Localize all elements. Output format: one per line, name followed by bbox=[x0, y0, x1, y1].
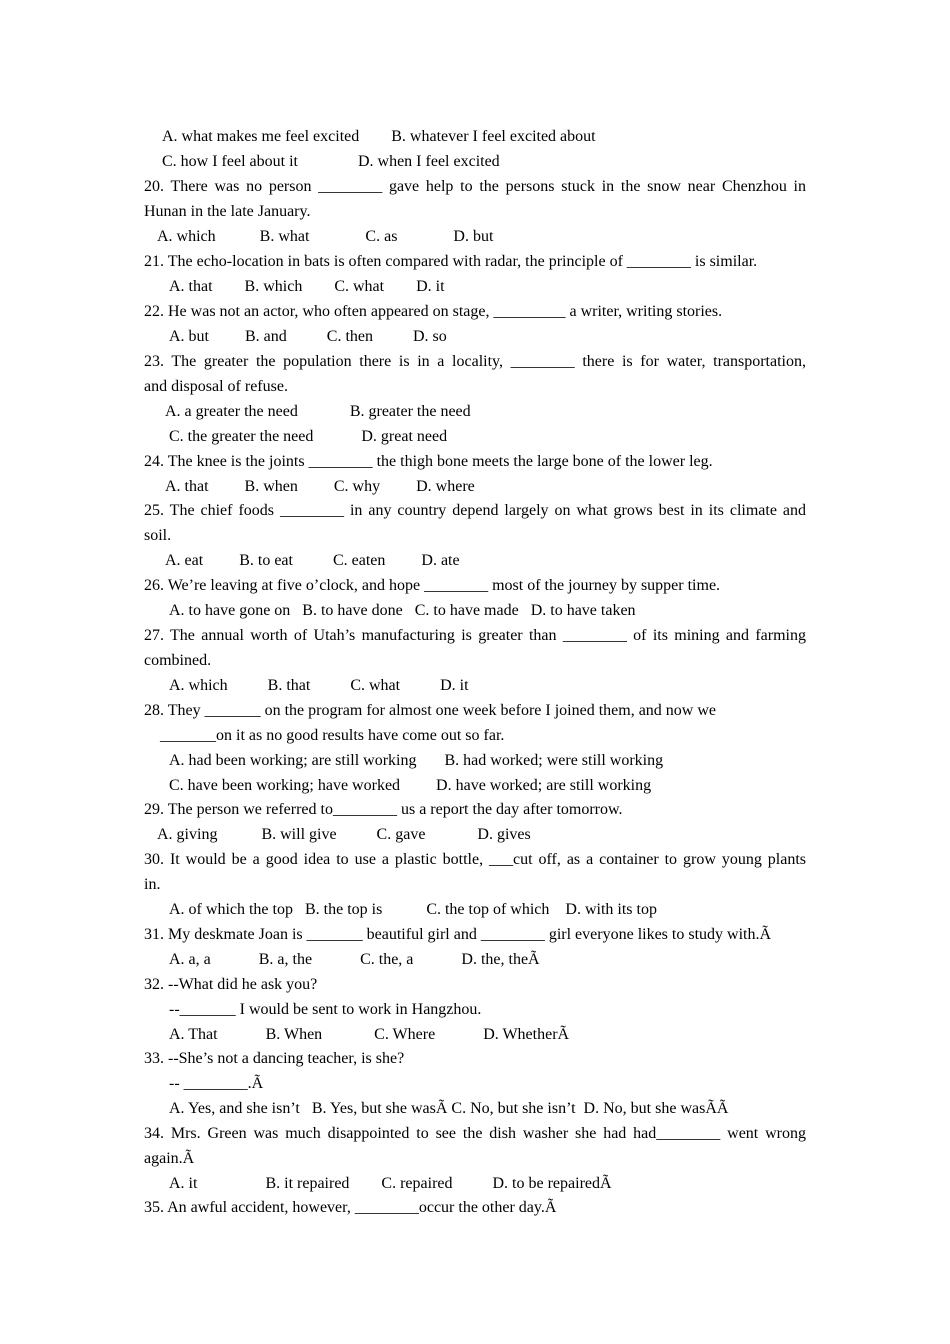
option-line: A. That B. When C. Where D. WhetherÃ bbox=[169, 1026, 570, 1043]
question-line: 32. --What did he ask you? bbox=[144, 976, 318, 993]
option-line: C. the greater the need D. great need bbox=[169, 428, 448, 445]
question-line: 34. Mrs. Green was much disappointed to see the dish washer she had had________ went wrong bbox=[144, 1125, 806, 1142]
option-line: A. had been working; are still working B. had worked; were still working bbox=[169, 752, 664, 769]
question-line: again.Ã bbox=[144, 1150, 195, 1167]
option-line: A. to have gone on B. to have done C. to have made D. to have taken bbox=[169, 602, 636, 619]
question-line: 24. The knee is the joints ________ the thigh bone meets the large bone of the lower leg. bbox=[144, 453, 713, 470]
question-line: soil. bbox=[144, 527, 172, 544]
question-line: 27. The annual worth of Utah’s manufacturing is greater than ________ of its mining and farming bbox=[144, 627, 806, 644]
question-line: Hunan in the late January. bbox=[144, 203, 311, 220]
question-line: 20. There was no person ________ gave help to the persons stuck in the snow near Chenzhou in bbox=[144, 178, 806, 195]
option-line: A. which B. what C. as D. but bbox=[157, 228, 494, 245]
option-line: A. eat B. to eat C. eaten D. ate bbox=[165, 552, 460, 569]
option-line: A. that B. which C. what D. it bbox=[169, 278, 445, 295]
question-line: _______on it as no good results have come out so far. bbox=[160, 727, 505, 744]
option-line: A. a, a B. a, the C. the, a D. the, theÃ bbox=[169, 951, 540, 968]
option-line: A. giving B. will give C. gave D. gives bbox=[157, 826, 531, 843]
option-line: A. it B. it repaired C. repaired D. to be repairedÃ bbox=[169, 1175, 612, 1192]
question-line: 28. They _______ on the program for almost one week before I joined them, and now we bbox=[144, 702, 716, 719]
question-line: 29. The person we referred to________ us a report the day after tomorrow. bbox=[144, 801, 623, 818]
option-line: A. but B. and C. then D. so bbox=[169, 328, 447, 345]
question-line: 22. He was not an actor, who often appeared on stage, _________ a writer, writing stories. bbox=[144, 303, 723, 320]
question-line: 30. It would be a good idea to use a plastic bottle, ___cut off, as a container to grow young plants bbox=[144, 851, 806, 868]
option-line: A. of which the top B. the top is C. the top of which D. with its top bbox=[169, 901, 657, 918]
question-line: --_______ I would be sent to work in Hangzhou. bbox=[169, 1001, 482, 1018]
option-line: A. Yes, and she isn’t B. Yes, but she wasÃ C. No, but she isn’t D. No, but she wasÃÃ bbox=[169, 1100, 729, 1117]
question-line: and disposal of refuse. bbox=[144, 378, 288, 395]
option-line: A. a greater the need B. greater the need bbox=[165, 403, 471, 420]
question-line: 23. The greater the population there is in a locality, ________ there is for water, transportation, bbox=[144, 353, 806, 370]
question-line: -- ________.Ã bbox=[169, 1075, 264, 1092]
option-line: A. that B. when C. why D. where bbox=[165, 478, 475, 495]
question-line: 33. --She’s not a dancing teacher, is she? bbox=[144, 1050, 405, 1067]
question-line: 35. An awful accident, however, ________occur the other day.Ã bbox=[144, 1199, 557, 1216]
option-line: C. have been working; have worked D. have worked; are still working bbox=[169, 777, 652, 794]
question-line: combined. bbox=[144, 652, 212, 669]
option-line: C. how I feel about it D. when I feel excited bbox=[162, 153, 500, 170]
option-line: A. which B. that C. what D. it bbox=[169, 677, 469, 694]
question-line: in. bbox=[144, 876, 161, 893]
option-line: A. what makes me feel excited B. whatever I feel excited about bbox=[162, 128, 596, 145]
question-line: 26. We’re leaving at five o’clock, and hope ________ most of the journey by supper time. bbox=[144, 577, 721, 594]
question-line: 25. The chief foods ________ in any country depend largely on what grows best in its climate and bbox=[144, 502, 806, 519]
question-line: 21. The echo-location in bats is often compared with radar, the principle of ________ is similar. bbox=[144, 253, 758, 270]
question-line: 31. My deskmate Joan is _______ beautiful girl and ________ girl everyone likes to study with.Ã bbox=[144, 926, 772, 943]
